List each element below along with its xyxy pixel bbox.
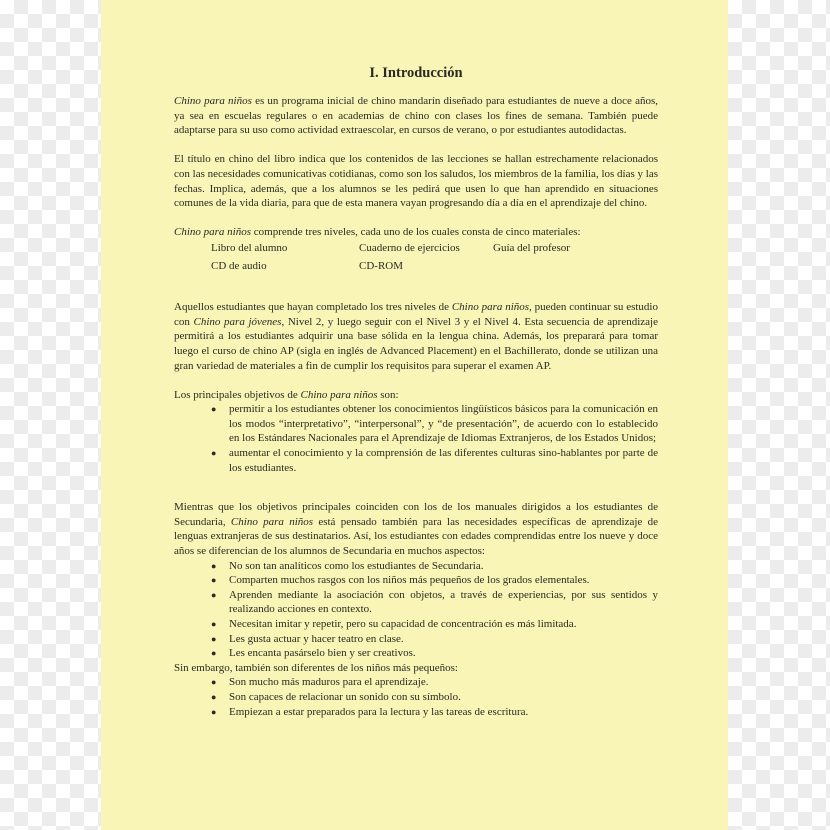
bullet-icon: ● xyxy=(211,575,217,586)
book-title: Chino para niños xyxy=(174,226,252,239)
section-title: I. Introducción xyxy=(369,65,463,81)
list-item: ● Son capaces de relacionar un sonido con su símbolo. xyxy=(211,690,461,703)
book-title: Chino para niños xyxy=(451,301,530,314)
differences-list xyxy=(174,559,658,661)
list-item: ● Les gusta actuar y hacer teatro en clase. xyxy=(211,632,404,645)
bullet-icon: ● xyxy=(211,691,217,702)
material-item: Cuaderno de ejercicios xyxy=(359,241,460,254)
document-page xyxy=(101,0,728,830)
book-title: Chino para niños xyxy=(300,388,378,401)
material-item: CD de audio xyxy=(211,259,267,272)
bullet-icon: ● xyxy=(211,706,217,717)
material-item: CD-ROM xyxy=(359,259,404,272)
title-meaning-paragraph: El título en chino del libro indica que los contenidos de las lecciones se hallan estrechamente relacionados con las necesidades comunicativas cotidianas, como son los saludos, los miembros de la familia, los días y las fechas. Implica, además, que a los alumnos se les pedirá que usen lo que han aprendido en situaciones comunes de la vida diaria, para que de esta manera vayan progresando día a día en el aprendizaje del chino. xyxy=(174,153,658,210)
contrast-paragraph: Sin embargo, también son diferentes de los niños más pequeños: xyxy=(174,661,458,674)
levels-paragraph: Chino para niños comprende tres niveles, cada uno de los cuales consta de cinco materiales: xyxy=(174,226,581,239)
material-item: Libro del alumno xyxy=(211,241,288,254)
older-traits-list xyxy=(174,675,658,719)
list-item: ● aumentar el conocimiento y la comprensión de las diferentes culturas sino-hablantes por parte de los estudiantes. xyxy=(211,447,658,474)
book-title: Chino para niños xyxy=(230,515,314,528)
objectives-list xyxy=(174,402,658,475)
list-item: ● Son mucho más maduros para el aprendizaje. xyxy=(211,676,429,689)
bullet-icon: ● xyxy=(211,404,217,415)
bullet-icon: ● xyxy=(211,448,217,459)
list-item: ● Empiezan a estar preparados para la lectura y las tareas de escritura. xyxy=(211,705,529,718)
materials-list xyxy=(211,240,658,275)
objectives-intro: Los principales objetivos de Chino para niños son: xyxy=(174,388,399,401)
document-content xyxy=(174,64,658,719)
list-item: ● permitir a los estudiantes obtener los conocimientos lingüísticos básicos para la comunicación en los modos “interpretativo”, “interpersonal”, y “de presentación”, de acuerdo con lo establecido en los Estándares Nacionales para el Aprendizaje de Idiomas Extranjeros, de los Estados Unidos; xyxy=(211,403,658,445)
bullet-icon: ● xyxy=(211,619,217,629)
bullet-icon: ● xyxy=(211,677,217,688)
bullet-icon: ● xyxy=(211,589,217,600)
audience-paragraph: Mientras que los objetivos principales coinciden con los de los manuales dirigidos a los estudiantes de Secundaria, Chino para niños está pensado también para las necesidades específicas de aprendizaje de lenguas extranjeras de sus destinatarios. Así, los estudiantes con edades comprendidas entre los nueve y doce años se diferencian de los alumnos de Secundaria en muchos aspectos: xyxy=(174,501,658,558)
list-item: ● Necesitan imitar y repetir, pero su capacidad de concentración es más limitada. xyxy=(211,618,577,630)
list-item: ● No son tan analíticos como los estudiantes de Secundaria. xyxy=(211,559,484,572)
book-title: Chino para jóvenes xyxy=(193,315,282,328)
list-item: ● Les encanta pasárselo bien y ser creativos. xyxy=(211,647,416,660)
bullet-icon: ● xyxy=(211,560,217,571)
book-title: Chino para niños xyxy=(174,95,252,107)
bullet-icon: ● xyxy=(211,648,217,659)
continuation-paragraph: Aquellos estudiantes que hayan completado los tres niveles de Chino para niños, pueden continuar su estudio con Chino para jóvenes, Nivel 2, y luego seguir con el Nivel 3 y el Nivel 4. Esta secuencia de aprendizaje permitirá a los estudiantes adquirir una base sólida en la lengua china. Además, los preparará para tomar luego el curso de chino AP (sigla en inglés de Advanced Placement) en el Bachillerato, donde se utilizan una gran variedad de materiales a fin de cumplir los requisitos para superar el examen AP. xyxy=(174,301,658,372)
list-item: ● Comparten muchos rasgos con los niños más pequeños de los grados elementales. xyxy=(211,574,590,587)
bullet-icon: ● xyxy=(211,633,217,644)
list-item: ● Aprenden mediante la asociación con objetos, a través de experiencias, por sus sentidos y realizando acciones en contexto. xyxy=(211,588,658,616)
intro-paragraph: Chino para niños es un programa inicial de chino mandarín diseñado para estudiantes de nueve a doce años, ya sea en escuelas regulares o en academias de chino con clases los fines de semana. También puede adaptarse para su uso como actividad extraescolar, en cursos de verano, o por estudiantes autodidactas. xyxy=(174,95,658,137)
material-item: Guía del profesor xyxy=(493,241,570,254)
